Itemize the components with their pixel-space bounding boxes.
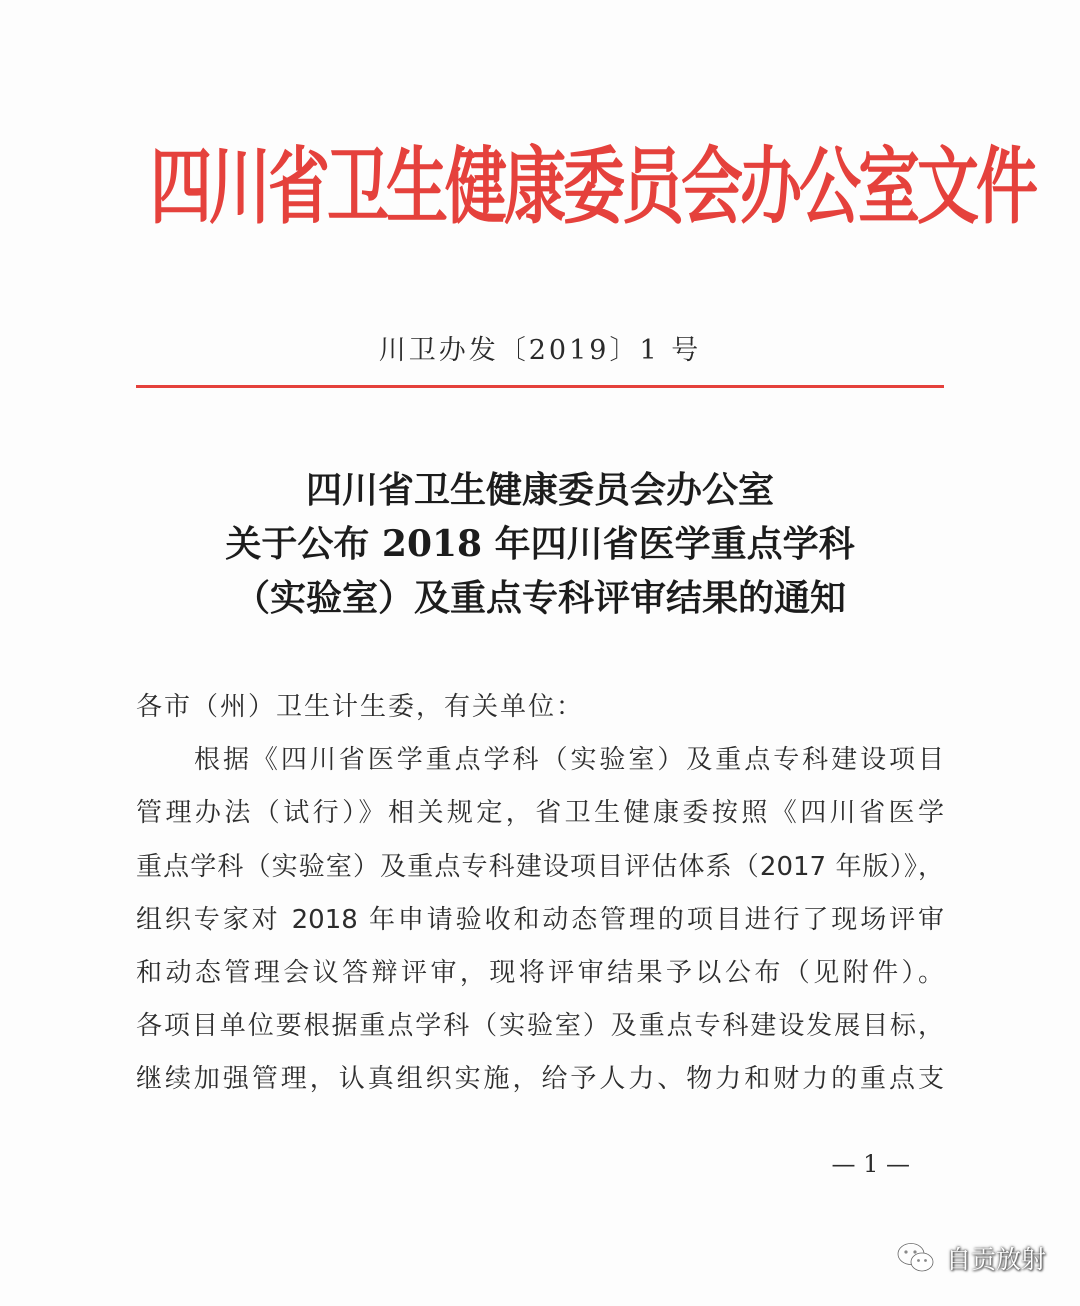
watermark-text: 自贡放射 xyxy=(945,1245,1046,1274)
document-number: 川卫办发〔2019〕1 号 xyxy=(378,335,702,366)
body-line: 各项目单位要根据重点学科（实验室）及重点专科建设发展目标， xyxy=(136,1011,944,1042)
salutation: 各市（州）卫生计生委，有关单位： xyxy=(136,692,585,722)
body-line: 组织专家对 2018 年申请验收和动态管理的项目进行了现场评审 xyxy=(136,904,944,935)
title-line: （实验室）及重点专科评审结果的通知 xyxy=(233,577,846,619)
page-number: — 1 — xyxy=(831,1150,910,1178)
red-divider xyxy=(136,385,944,388)
body-line: 和动态管理会议答辩评审，现将评审结果予以公布（见附件）。 xyxy=(136,957,944,988)
title-line: 四川省卫生健康委员会办公室 xyxy=(305,469,774,511)
title-line: 关于公布 2018 年四川省医学重点学科 xyxy=(225,523,855,565)
notice-body xyxy=(136,686,944,1112)
masthead-title: 四川省卫生健康委员会办公室文件 xyxy=(150,137,1036,236)
notice-title xyxy=(0,463,1080,625)
body-line: 继续加强管理，认真组织实施，给予人力、物力和财力的重点支 xyxy=(136,1064,944,1095)
body-line: 管理办法（试行）》相关规定，省卫生健康委按照《四川省医学 xyxy=(136,798,944,829)
account-watermark xyxy=(896,1236,1046,1280)
body-line: 根据《四川省医学重点学科（实验室）及重点专科建设项目 xyxy=(194,745,944,776)
body-line: 重点学科（实验室）及重点专科建设项目评估体系（2017 年版）》， xyxy=(136,851,944,882)
wechat-icon xyxy=(896,1241,936,1275)
